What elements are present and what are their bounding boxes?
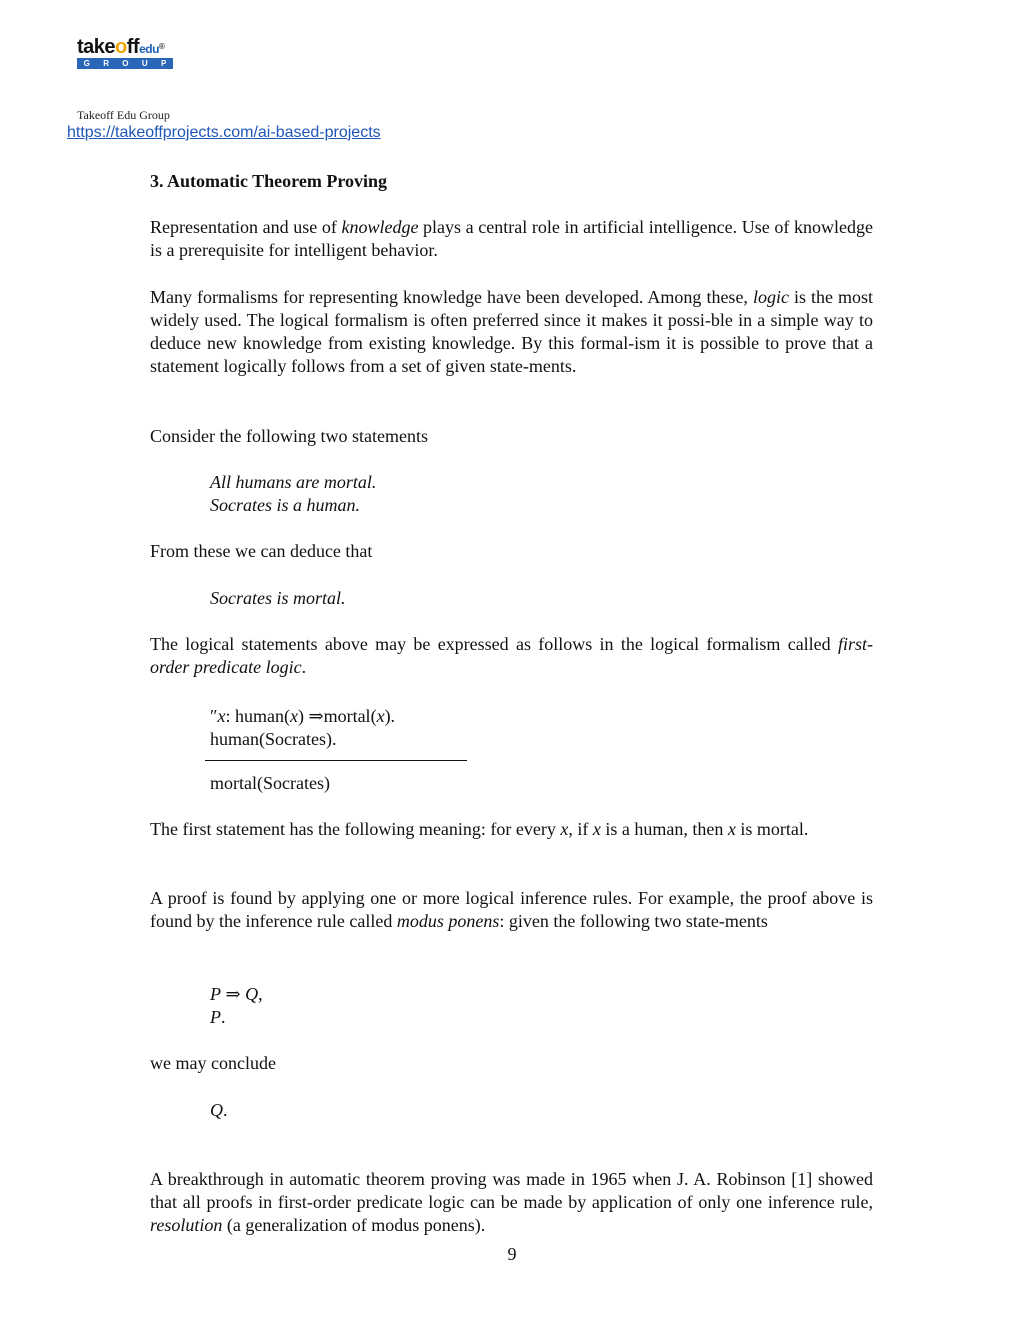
paragraph-1: Representation and use of knowledge plays a central role in artificial intelligence. Use of knowledge is a prerequisite for intelligent behavior. — [150, 217, 873, 260]
paragraph-5: The logical statements above may be expressed as follows in the logical formalism called first-order predicate logic. — [150, 634, 873, 677]
statement-3: Socrates is mortal. — [210, 588, 346, 608]
modus-ponens-premise-2: P. — [210, 1007, 226, 1027]
page-number: 9 — [507, 1244, 517, 1264]
logo-group-bar: G R O U P — [77, 58, 173, 69]
formula-line-2: human(Socrates). — [210, 729, 337, 749]
paragraph-4: From these we can deduce that — [150, 541, 373, 561]
formula-line-1: ″x: human(x) ⇒mortal(x). — [210, 706, 396, 726]
inference-rule-line — [205, 760, 467, 761]
paragraph-7: A proof is found by applying one or more logical inference rules. For example, the proof above is found by the inference rule called modus ponens: given the following two state-ments — [150, 888, 873, 931]
section-title: 3. Automatic Theorem Proving — [150, 171, 387, 191]
org-name: Takeoff Edu Group — [77, 108, 170, 122]
paragraph-8: we may conclude — [150, 1053, 276, 1073]
statement-1: All humans are mortal. — [210, 472, 377, 492]
modus-ponens-premise-1: P ⇒ Q, — [210, 984, 263, 1004]
projects-link[interactable]: https://takeoffprojects.com/ai-based-projects — [67, 124, 381, 141]
statement-2: Socrates is a human. — [210, 495, 360, 515]
paragraph-6: The first statement has the following meaning: for every x, if x is a human, then x is mortal. — [150, 819, 809, 839]
paragraph-2: Many formalisms for representing knowledge have been developed. Among these, logic is the most widely used. The logical formalism is often preferred since it makes it possi-ble in a simple way to deduce new knowledge from existing knowledge. By this formal-ism it is possible to prove that a statement logically follows from a set of given state-ments. — [150, 287, 873, 376]
formula-conclusion: mortal(Socrates) — [210, 773, 330, 793]
logo-wordmark: takeoffedu® — [77, 36, 165, 58]
takeoff-logo — [77, 36, 177, 70]
modus-ponens-conclusion: Q. — [210, 1100, 228, 1120]
paragraph-9: A breakthrough in automatic theorem proving was made in 1965 when J. A. Robinson [1] showed that all proofs in first-order predicate logic can be made by application of only one inference rule, resolution (a generalization of modus ponens). — [150, 1169, 873, 1235]
paragraph-3: Consider the following two statements — [150, 426, 428, 446]
